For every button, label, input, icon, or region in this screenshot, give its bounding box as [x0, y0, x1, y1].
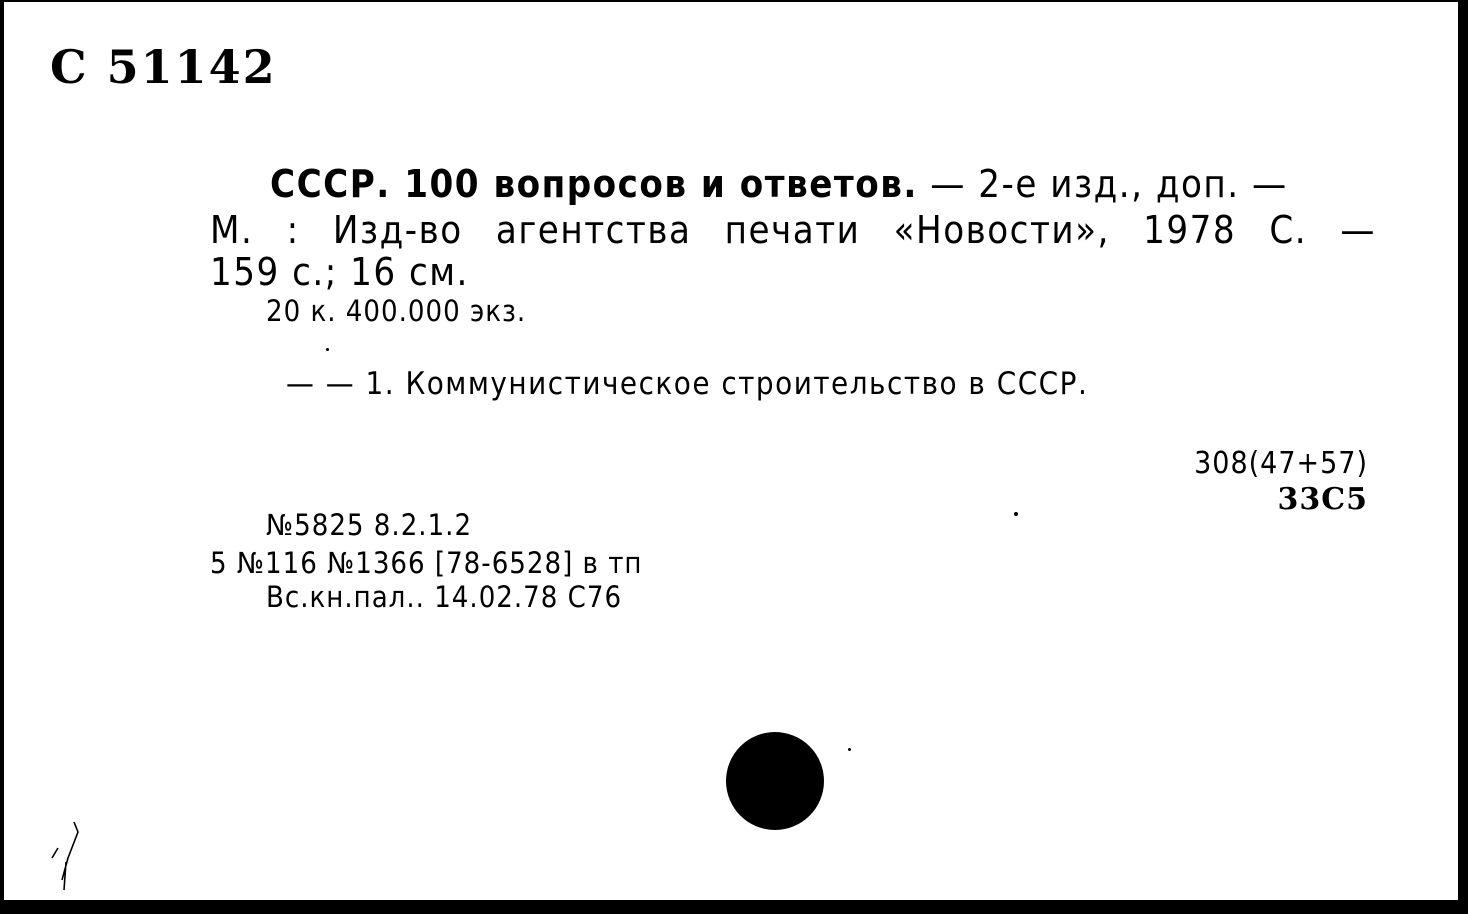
publisher-word: 1978 — [1143, 208, 1237, 252]
pages-size-line: 159 с.; 16 см. — [210, 250, 469, 294]
title-rest: — 2-е изд., доп. — — [930, 162, 1288, 206]
speck — [1014, 512, 1018, 516]
publisher-word: Изд-во — [332, 208, 463, 252]
publisher-word: агентства — [495, 208, 692, 252]
publisher-word: М. — [210, 208, 254, 252]
catalog-card — [4, 2, 1462, 906]
publisher-line — [210, 208, 1376, 252]
catalog-line-1: №5825 8.2.1.2 — [266, 508, 473, 542]
title-bold: СССР. 100 вопросов и ответов. — [270, 162, 918, 206]
price-edition-line: 20 к. 400.000 экз. — [266, 294, 527, 328]
speck — [848, 748, 851, 751]
publisher-word: С. — [1269, 208, 1308, 252]
publisher-word: печати — [724, 208, 861, 252]
publisher-word: «Новости», — [893, 208, 1110, 252]
subject-heading: — — 1. Коммунистическое строительство в СССР. — [286, 366, 1089, 402]
publisher-word: — — [1340, 208, 1376, 252]
pencil-mark-icon — [44, 818, 84, 898]
stamp-number: С 51142 — [50, 40, 277, 94]
title-line — [270, 162, 1288, 206]
catalog-line-3: Вс.кн.пал.. 14.02.78 С76 — [266, 580, 623, 614]
punch-hole — [726, 732, 824, 830]
udc-index: 308(47+57) — [1194, 446, 1368, 481]
bbk-index: 33С5 — [1277, 482, 1368, 517]
speck — [326, 348, 329, 351]
catalog-line-2: 5 №116 №1366 [78-6528] в тп — [210, 546, 643, 580]
publisher-word: : — [286, 208, 300, 252]
